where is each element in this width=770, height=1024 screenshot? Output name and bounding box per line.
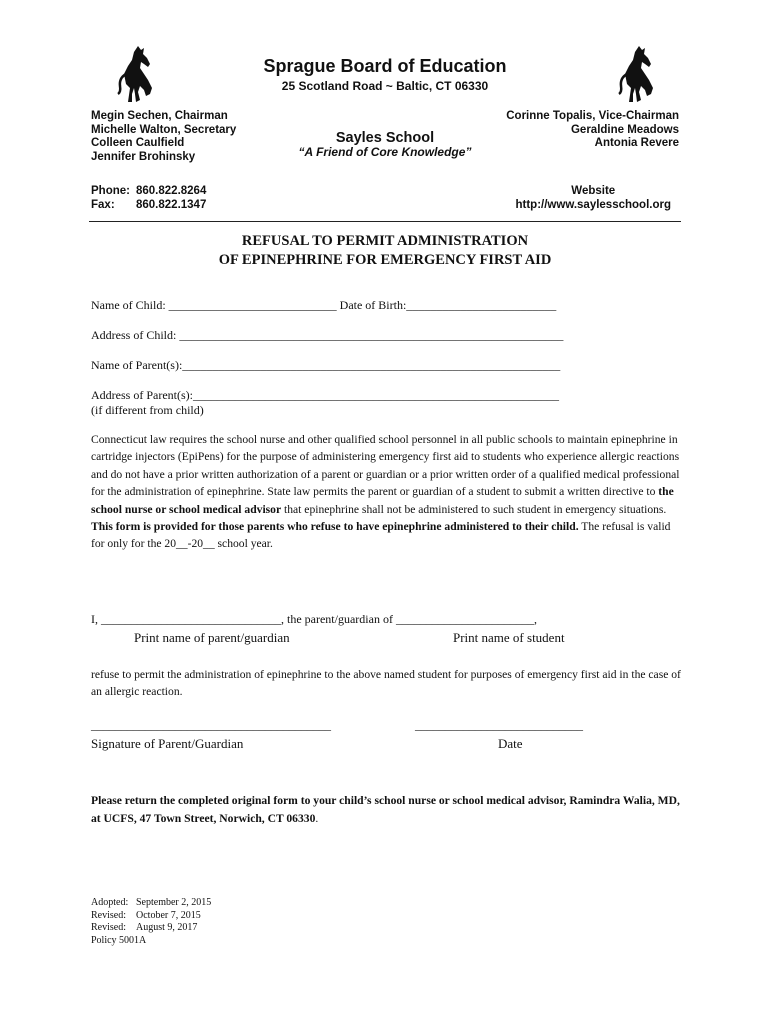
- member-name: Geraldine Meadows: [570, 123, 679, 136]
- revised-label: Revised:: [91, 909, 126, 921]
- refusal-statement: refuse to permit the administration of epinephrine to the above named student for purposes of emergency first aid in the case of an allergic reaction.: [91, 668, 681, 699]
- member-name: Jennifer Brohinsky: [91, 150, 196, 163]
- revised-date: August 9, 2017: [136, 922, 198, 934]
- website-label: Website: [571, 185, 616, 197]
- return-text: Please return the completed original form to your child’s school nurse or school medical advisor, Ramindra Walia, MD, at UCFS, 47 Town Street, Norwich, CT 06330: [91, 794, 680, 825]
- header-divider: [89, 221, 681, 222]
- contact-block: [91, 185, 206, 212]
- date-label: Date: [498, 736, 523, 751]
- form-title-line-2: OF EPINEPHRINE FOR EMERGENCY FIRST AID: [218, 252, 552, 268]
- address-of-child-field[interactable]: Address of Child: ________________________________________________________________: [91, 328, 564, 342]
- member-name: Michelle Walton, Secretary: [91, 123, 237, 136]
- board-title: Sprague Board of Education: [263, 56, 507, 76]
- member-name: Corinne Topalis, Vice-Chairman: [506, 110, 679, 122]
- return-period: .: [315, 812, 319, 825]
- form-title-line-1: REFUSAL TO PERMIT ADMINISTRATION: [241, 233, 529, 249]
- law-text-1: Connecticut law requires the school nurse and other qualified school personnel in all public schools to maintain epinephrine in cartridge injectors (EpiPens) for the purpose of administering emergency first aid to students who experience allergic reactions and do not have a prior written authorization of a parent or guardian or a prior written order of a qualified medical professional for the administration of epinephrine. State law permits the parent or guardian of a student to submit a written directive to: [91, 433, 680, 499]
- name-of-parents-field[interactable]: Name of Parent(s):_______________________________________________________________: [91, 358, 561, 372]
- signature-label: Signature of Parent/Guardian: [91, 736, 244, 751]
- phone-value: 860.822.8264: [136, 185, 207, 197]
- school-tagline: “A Friend of Core Knowledge”: [298, 145, 472, 159]
- signature-blank[interactable]: ________________________________________: [91, 718, 331, 732]
- policy-footer: [91, 897, 211, 947]
- member-name: Colleen Caulfield: [91, 137, 185, 149]
- print-parent-label: Print name of parent/guardian: [134, 630, 290, 645]
- adopted-label: Adopted:: [91, 897, 129, 908]
- name-of-child-field[interactable]: Name of Child: ____________________________ Date of Birth:_________________________: [91, 298, 557, 312]
- adopted-date: September 2, 2015: [136, 897, 212, 908]
- law-paragraph: [91, 431, 683, 553]
- policy-number: Policy 5001A: [91, 934, 147, 946]
- fax-value: 860.822.1347: [136, 198, 207, 211]
- law-text-2: that epinephrine shall not be administered to such student in emergency situations.: [281, 502, 667, 516]
- address-of-parents-field[interactable]: Address of Parent(s):_____________________________________________________________: [91, 388, 559, 402]
- website-url[interactable]: http://www.saylesschool.org: [515, 198, 671, 211]
- board-address: 25 Scotland Road ~ Baltic, CT 06330: [281, 79, 489, 93]
- return-instructions: [91, 792, 683, 828]
- school-name: Sayles School: [335, 130, 435, 146]
- parent-guardian-line[interactable]: I, ______________________________, the parent/guardian of _______________________,: [91, 612, 537, 626]
- address-of-parents-note: (if different from child): [91, 403, 204, 417]
- print-student-label: Print name of student: [453, 630, 565, 645]
- phone-label: Phone:: [91, 185, 130, 197]
- fax-label: Fax:: [91, 198, 115, 211]
- revised-date: October 7, 2015: [136, 909, 201, 921]
- law-text-bold-1: the school nurse or school medical advisor: [91, 485, 674, 516]
- revised-label: Revised:: [91, 922, 126, 934]
- date-blank[interactable]: ____________________________: [415, 718, 583, 732]
- member-name: Megin Sechen, Chairman: [91, 110, 228, 122]
- website-block: [516, 185, 672, 212]
- law-text-bold-2: This form is provided for those parents who refuse to have epinephrine administered to their child.: [91, 520, 579, 534]
- law-text-3: The refusal is valid for only for the 20__-20__ school year.: [91, 520, 671, 551]
- member-name: Antonia Revere: [594, 137, 679, 149]
